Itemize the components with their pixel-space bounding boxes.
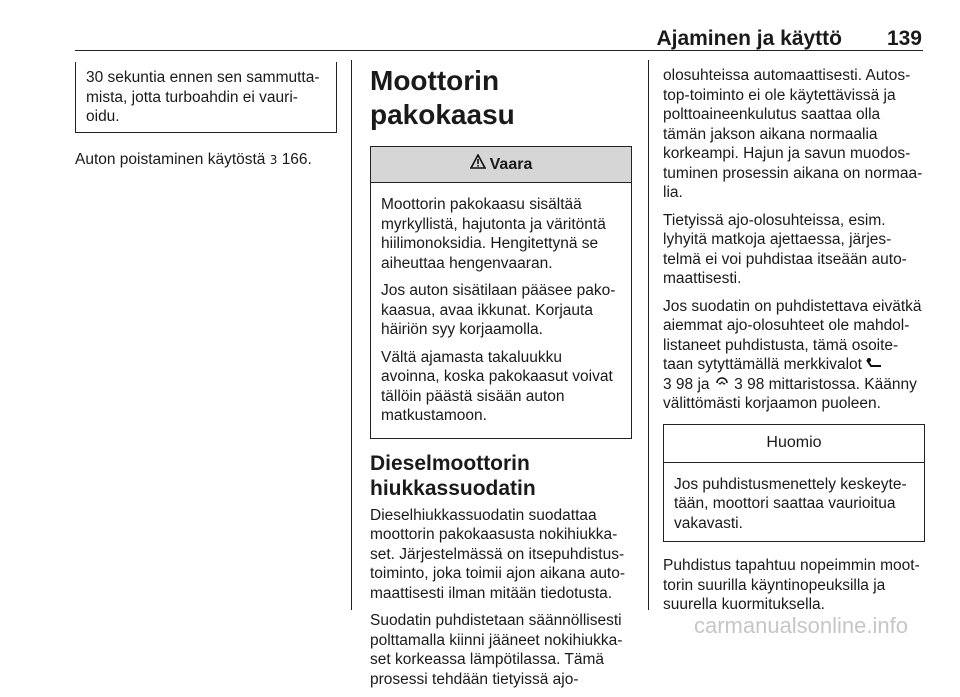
arrow-icon: 3 [269, 153, 278, 167]
page-header-title: Ajaminen ja käyttö [656, 27, 842, 50]
text-line: Dieselhiukkassuodatin suodattaa [370, 506, 597, 524]
text-line: tällöin päästä sisään auton [381, 387, 565, 405]
reference-text: Auton poistaminen käytöstä [75, 151, 266, 168]
warning-paragraph [381, 348, 621, 426]
note-line: oidu. [86, 108, 120, 125]
text-line: Tietyissä ajo-olosuhteissa, esim. [663, 211, 886, 229]
text-line: kaasua, avaa ikkunat. Korjauta [381, 301, 593, 319]
text-line: moottorin pakokaasusta nokihiukka- [370, 526, 618, 543]
note-box-continued [75, 62, 337, 133]
text-line: suurella kuormituksella. [663, 596, 825, 613]
text-line: set. Järjestelmässä on itsepuhdistus- [370, 545, 625, 563]
text-line: Suodatin puhdistetaan säännöllisesti [370, 612, 622, 629]
particle-filter-lamp-icon [866, 355, 882, 375]
text-line: 3 98 ja [663, 375, 710, 393]
text-line: telmä ei voi puhdistaa itseään auto- [663, 250, 907, 268]
warning-triangle-icon [470, 154, 486, 175]
text-line: aiemmat ajo-olosuhteet ole mahdol- [663, 317, 910, 334]
text-line: Vältä ajamasta takaluukku [381, 348, 562, 366]
text-line: olosuhteissa automaattisesti. Autos- [663, 67, 911, 84]
text-line: taan sytyttämällä merkkivalot [663, 356, 862, 373]
watermark: carmanualsonline.info [693, 613, 908, 638]
column-divider-1 [351, 60, 352, 610]
text-line: tään, moottori saattaa vaurioitua [674, 495, 896, 512]
column-divider-2 [648, 60, 649, 610]
text-line: Jos puhdistusmenettely keskeyte- [674, 475, 907, 493]
column-2 [370, 64, 632, 697]
warning-paragraph [381, 281, 621, 340]
body-paragraph [370, 611, 632, 689]
text-line: lyhyitä matkoja ajettaessa, järjes- [663, 231, 892, 248]
column-3 [663, 66, 925, 623]
text-line: korkeampi. Hajun ja savun muodos- [663, 145, 911, 162]
text-line: Moottorin pakokaasu sisältää [381, 196, 582, 213]
text-line: välittömästi korjaamon puoleen. [663, 395, 881, 412]
page-number: 139 [886, 27, 922, 50]
text-line: lia. [663, 184, 683, 201]
body-paragraph [663, 211, 925, 289]
text-line: matkustamoon. [381, 407, 487, 424]
text-line: vakavasti. [674, 514, 743, 532]
subsection-heading [370, 451, 632, 501]
text-line: Jos auton sisätilaan pääsee pako- [381, 282, 616, 299]
heading-line: Dieselmoottorin [370, 451, 530, 475]
text-line: aiheuttaa hengenvaaran. [381, 254, 553, 272]
reference-page-link[interactable]: 166. [281, 151, 312, 168]
text-line: hiilimonoksidia. Hengitettynä se [381, 235, 599, 252]
text-line: set korkeassa lämpötilassa. Tämä [370, 651, 605, 668]
text-line: avoinna, koska pakokaasut voivat [381, 368, 613, 385]
body-paragraph [663, 297, 925, 414]
body-paragraph [663, 66, 925, 203]
text-line: Jos suodatin on puhdistettava eivätkä [663, 297, 922, 315]
text-line: tuminen prosessin aikana on normaa- [663, 164, 923, 182]
text-line: maattisesti. [663, 270, 742, 287]
text-line: häiriön syy korjaamolla. [381, 321, 543, 338]
text-line: polttoaineenkulutus saattaa olla [663, 106, 881, 123]
warning-header [371, 147, 631, 183]
text-line: listaneet puhdistusta, tämä osoite- [663, 336, 899, 354]
text-line: myrkyllistä, hajutonta ja väritöntä [381, 215, 606, 233]
text-line: Puhdistus tapahtuu nopeimmin moot- [663, 557, 920, 574]
text-line: 3 98 mittaristossa. Käänny [734, 375, 917, 393]
warning-paragraph [381, 195, 621, 273]
text-line: tämän jakson aikana normaalia [663, 125, 878, 143]
section-heading: Moottorin pakokaasu [370, 65, 515, 130]
warning-title: Vaara [489, 155, 533, 173]
header-rule [75, 50, 923, 51]
heading-line: hiukkassuodatin [370, 476, 536, 500]
text-line: maattisesti ilman mitään tiedotusta. [370, 584, 613, 602]
text-line: top-toiminto ei ole käytettävissä ja [663, 86, 896, 104]
body-paragraph [663, 556, 925, 615]
note-line: 30 sekuntia ennen sen sammutta- [86, 69, 320, 86]
note-header: Huomio [664, 425, 924, 463]
text-line: polttamalla kiinni jääneet nokihiukka- [370, 631, 623, 649]
warning-box [370, 146, 632, 439]
reference-paragraph [75, 150, 345, 171]
body-paragraph [370, 506, 632, 604]
text-line: prosessi tehdään tietyissä ajo- [370, 670, 579, 688]
text-line: torin suurilla käyntinopeuksilla ja [663, 576, 886, 594]
note-line: mista, jotta turboahdin ei vauri- [86, 88, 298, 106]
preheat-lamp-icon [714, 375, 730, 395]
text-line: toiminto, joka toimii ajon aikana auto- [370, 565, 626, 582]
note-box [663, 424, 925, 543]
